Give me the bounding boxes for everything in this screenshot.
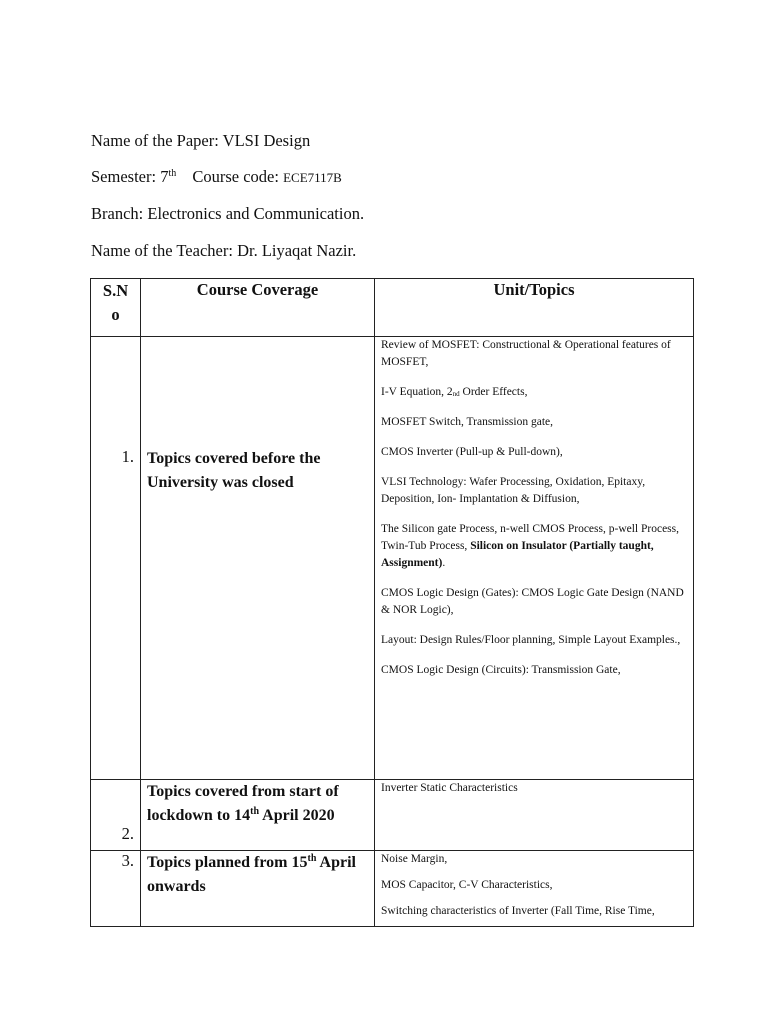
topic-item: CMOS Logic Design (Gates): CMOS Logic Gate Design (NAND & NOR Logic),: [381, 587, 684, 616]
topic-item: MOSFET Switch, Transmission gate,: [381, 416, 553, 428]
row-2-coverage: Topics covered from start of lockdown to 14th April 2020: [141, 780, 375, 851]
topics-header: Unit/Topics: [375, 279, 694, 337]
table-row: [91, 780, 694, 851]
table-header-row: [91, 279, 694, 337]
row-3-sno: 3.: [91, 851, 141, 927]
teacher-label: Name of the Teacher:: [91, 241, 233, 260]
row-1-topics: [375, 337, 694, 780]
topic-item: CMOS Logic Design (Circuits): Transmission Gate,: [381, 664, 621, 676]
table-row: [91, 851, 694, 927]
row-3-coverage: Topics planned from 15th April onwards: [141, 851, 375, 927]
branch-label: Branch:: [91, 204, 144, 223]
branch-value: Electronics and Communication.: [147, 204, 365, 223]
topic-item: Noise Margin,: [381, 853, 448, 865]
teacher-value: Dr. Liyaqat Nazir.: [237, 241, 357, 260]
paper-name-value: VLSI Design: [222, 131, 311, 150]
course-coverage-table: [90, 278, 694, 927]
topic-item: I-V Equation, $2_{nd}$ Order Effects,: [381, 386, 528, 398]
table-row: [91, 337, 694, 780]
topic-item: Layout: Design Rules/Floor planning, Simple Layout Examples.,: [381, 634, 681, 646]
row-1-coverage: Topics covered before the University was closed: [141, 337, 375, 780]
semester-label: Semester:: [91, 167, 157, 186]
row-3-topics: [375, 851, 694, 927]
topic-item: Inverter Static Characteristics: [381, 782, 518, 794]
teacher-line: [91, 241, 356, 261]
topic-item: VLSI Technology: Wafer Processing, Oxidation, Epitaxy, Deposition, Ion- Implantation & Diffusion,: [381, 476, 646, 505]
paper-name-line: [91, 131, 310, 151]
branch-line: [91, 204, 364, 224]
semester-line: [91, 167, 342, 188]
course-code-value: ECE7117B: [283, 170, 342, 185]
sno-header: S.N o: [91, 279, 141, 337]
topic-item: Review of MOSFET: Constructional & Operational features of MOSFET,: [381, 339, 671, 368]
topic-item: Switching characteristics of Inverter (Fall Time, Rise Time,: [381, 905, 655, 917]
topic-item: CMOS Inverter (Pull-up & Pull-down),: [381, 446, 563, 458]
semester-value: 7th: [160, 167, 177, 186]
row-2-topics: [375, 780, 694, 851]
paper-name-label: Name of the Paper:: [91, 131, 219, 150]
topic-item: MOS Capacitor, C-V Characteristics,: [381, 879, 553, 891]
row-1-sno: 1.: [91, 337, 141, 780]
coverage-header: Course Coverage: [141, 279, 375, 337]
row-2-sno: 2.: [91, 780, 141, 851]
course-code-label: Course code:: [192, 167, 279, 186]
topic-item: The Silicon gate Process, n-well CMOS Process, p-well Process, Twin-Tub Process, Silicon on Insulator (Partially taught, Assignment).: [381, 523, 680, 569]
